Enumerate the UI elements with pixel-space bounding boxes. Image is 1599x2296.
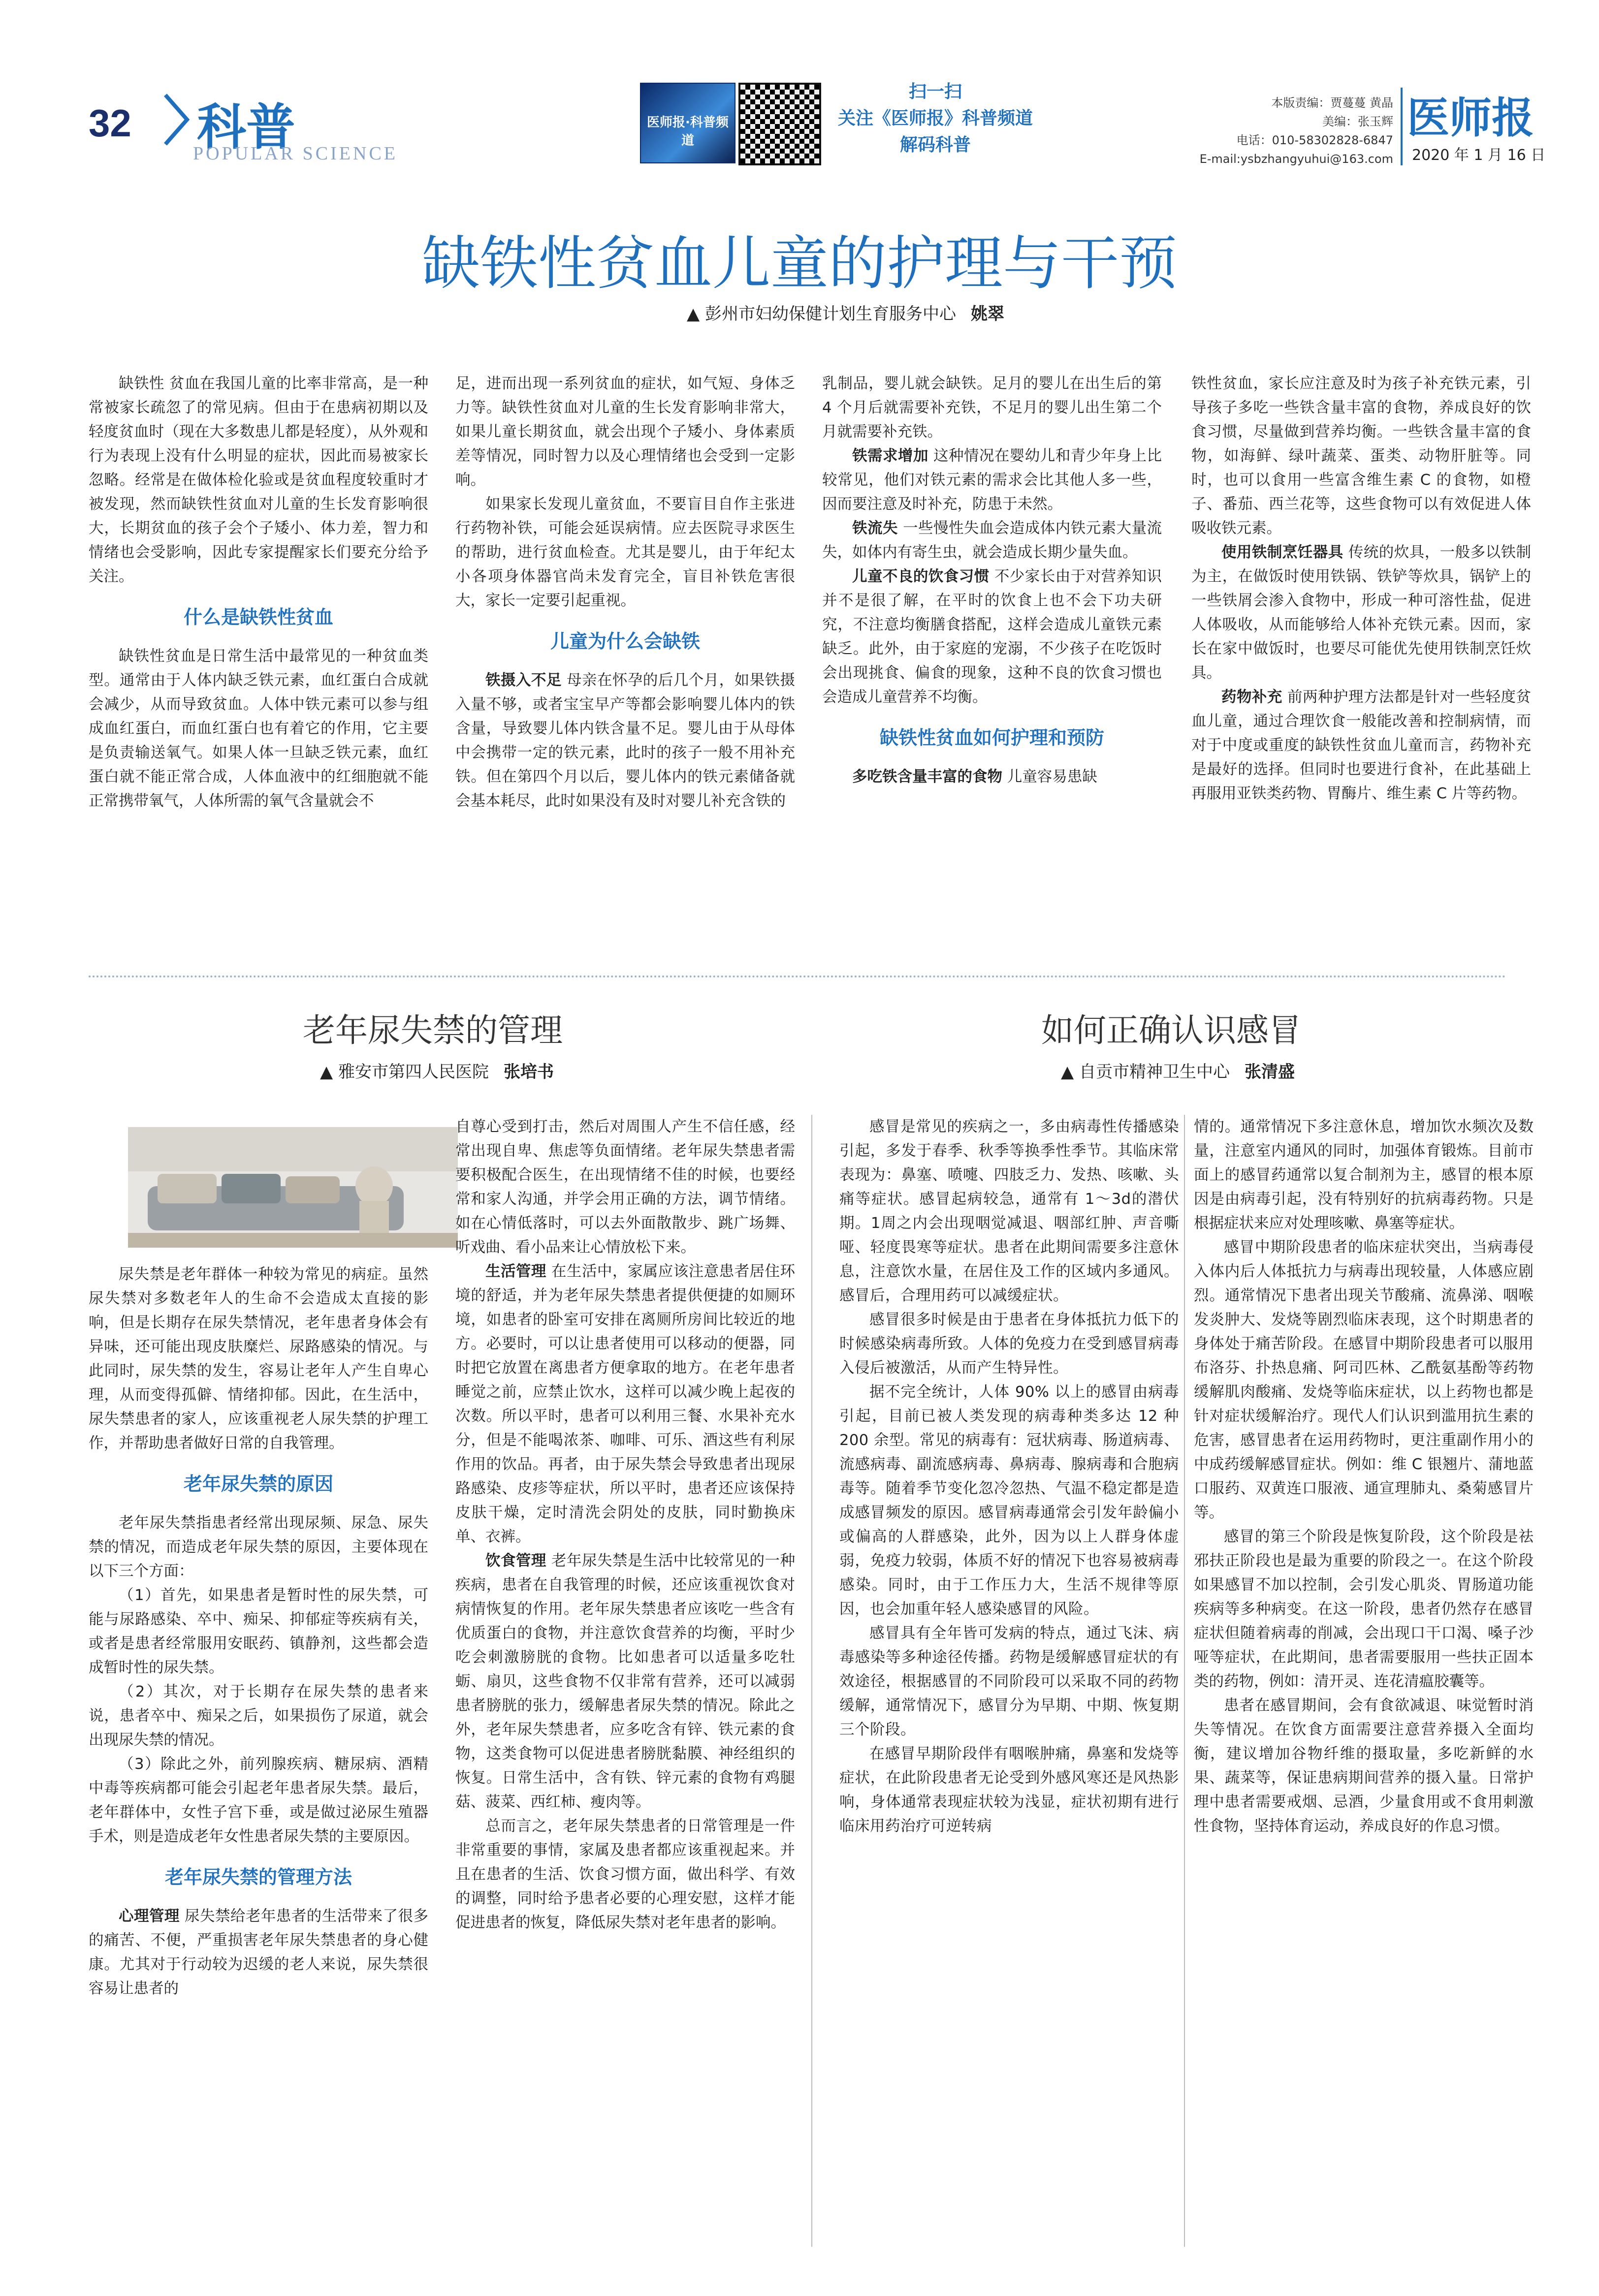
qr-code-icon[interactable] (738, 83, 821, 165)
paragraph (822, 516, 1162, 565)
article3-byline (1061, 1058, 1295, 1082)
lead-term: 生活管理 (485, 1263, 546, 1280)
article1-column-4 (1191, 372, 1531, 806)
article2-title: 老年尿失禁的管理 (303, 1011, 563, 1049)
article2-column-2 (455, 1115, 795, 1935)
phone-line: 电话：010-58302828-6847 (1236, 133, 1393, 147)
paragraph (455, 1549, 795, 1814)
paragraph: 总而言之，老年尿失禁患者的日常管理是一件非常重要的事情，家属及患者都应该重视起来。并且在患者的生活、饮食习惯方面，做出科学、有效的调整，同时给予患者必要的心理安慰，这样才能促进患者的恢复，降低尿失禁对老年患者的影响。 (455, 1818, 795, 1931)
section-subtitle: POPULAR SCIENCE (193, 143, 398, 164)
paragraph: 自尊心受到打击，然后对周围人产生不信任感，经常出现自卑、焦虑等负面情绪。老年尿失禁患者需要积极配合医生，在出现情绪不佳的时候，也要经常和家人沟通，并学会用正确的方法，调节情绪。如在心情低落时，可以去外面散散步、跳广场舞、听戏曲、看小品来让心情放松下来。 (455, 1118, 795, 1256)
subheading: 儿童为什么会缺铁 (550, 630, 700, 652)
paragraph: 老年尿失禁指患者经常出现尿频、尿急、尿失禁的情况，而造成老年尿失禁的原因，主要体现在以下三个方面： (89, 1514, 428, 1580)
designer-line: 美编：张玉辉 (1322, 115, 1393, 128)
lead-term: 使用铁制烹饪器具 (1221, 544, 1343, 561)
paragraph: 在感冒早期阶段伴有咽喉肿痛，鼻塞和发烧等症状，在此阶段患者无论受到外感风寒还是风热影响，身体通常表现症状较为浅显，症状初期有进行临床用药治疗可逆转病 (839, 1745, 1179, 1835)
paragraph: 感冒具有全年皆可发病的特点，通过飞沫、病毒感染等多种途径传播。药物是缓解感冒症状的有效途径，根据感冒的不同阶段可以采取不同的药物缓解，通常情况下，感冒分为早期、中期、恢复期三个阶段。 (839, 1625, 1179, 1738)
poster-caption: 医师报·科普频道 (647, 115, 729, 148)
lead-term: 儿童不良的饮食习惯 (852, 568, 990, 585)
paragraph-body: 儿童容易患缺 (1002, 768, 1097, 786)
column-rule (1184, 1115, 1185, 2247)
paragraph-body: 前两种护理方法都是针对一些轻度贫血儿童，通过合理饮食一般能改善和控制病情，而对于中度或重度的缺铁性贫血儿童而言，药物补充是最好的选择。但同时也要进行食补，在此基础上再服用亚铁类药物、胃酶片、维生素 C 片等药物。 (1191, 689, 1531, 802)
paragraph-body: 传统的炊具，一般多以铁制为主，在做饭时使用铁锅、铁铲等炊具，锅铲上的一些铁屑会渗入食物中，形成一种可溶性盐，促进人体吸收，从而能够给人体补充铁元素。因而，家长在家中做饭时，也要尽可能优先使用铁制烹饪炊具。 (1191, 544, 1531, 682)
issue-date: 2020 年 1 月 16 日 (1412, 147, 1546, 164)
paragraph: 乳制品，婴儿就会缺铁。足月的婴儿在出生后的第 4 个月后就需要补充铁，不足月的婴儿出生第二个月就需要补充铁。 (822, 375, 1162, 440)
article1-column-3 (822, 372, 1162, 789)
paragraph: （3）除此之外，前列腺疾病、糖尿病、酒精中毒等疾病都可能会引起老年患者尿失禁。最后，老年群体中，女性子宫下垂，或是做过泌尿生殖器手术，则是造成老年女性患者尿失禁的主要原因。 (89, 1756, 428, 1845)
lead-term: 多吃铁含量丰富的食物 (852, 768, 1002, 786)
paragraph: 情的。通常情况下多注意休息，增加饮水频次及数量，注意室内通风的同时，加强体育锻炼。目前市面上的感冒药通常以复合制剂为主，感冒的根本原因是由病毒引起，没有特别好的抗病毒药物。只是根据症状来应对处理咳嗽、鼻塞等症状。 (1194, 1118, 1534, 1232)
article1-column-1 (89, 372, 428, 813)
paragraph: 缺铁性 贫血在我国儿童的比率非常高，是一种常被家长疏忽了的常见病。但由于在患病初期以及轻度贫血时（现在大多数患儿都是轻度），从外观和行为表现上没有什么明显的症状，因此而易被家长忽略。经常是在做体检化验或是贫血程度较重时才被发现，然而缺铁性贫血对儿童的生长发育影响很大，长期贫血的孩子会个子矮小、体力差，智力和情绪也会受影响，因此专家提醒家长们要充分给予关注。 (89, 375, 428, 585)
paragraph-body: 老年尿失禁是生活中比较常见的一种疾病，患者在自我管理的时候，还应该重视饮食对病情恢复的作用。老年尿失禁患者应该吃一些含有优质蛋白的食物，并注意饮食营养的均衡，平时少吃会刺激膀胱的食物。比如患者可以适量多吃牡蛎、扇贝，这些食物不仅非常有营养，还可以减弱患者膀胱的张力，缓解患者尿失禁的情况。除此之外，老年尿失禁患者，应多吃含有锌、铁元素的食物，这类食物可以促进患者膀胱黏膜、神经组织的恢复。日常生活中，含有铁、锌元素的食物有鸡腿菇、菠菜、西红柿、瘦肉等。 (455, 1552, 795, 1811)
newspaper-logo: 医师报 (1407, 93, 1534, 143)
byline-org: ▲ 雅安市第四人民医院 (320, 1062, 489, 1082)
paragraph-body: 这种情况在婴幼儿和青少年身上比较常见，他们对铁元素的需求会比其他人多一些，因而要注意及时补充，防患于未然。 (822, 447, 1162, 513)
article2-byline (320, 1058, 554, 1082)
subheading: 什么是缺铁性贫血 (183, 606, 333, 628)
paragraph (89, 1904, 428, 2001)
paragraph (822, 444, 1162, 516)
paragraph-body: 母亲在怀孕的后几个月，如果铁摄入量不够，或者宝宝早产等都会影响婴儿体内的铁含量，导致婴儿体内铁含量不足。婴儿由于从母体中会携带一定的铁元素，此时的孩子一般不用补充铁。但在第四个月以后，婴儿体内的铁元素储备就会基本耗尽，此时如果没有及时对婴儿补充含铁的 (455, 672, 795, 810)
byline-author: 姚翠 (970, 304, 1004, 324)
paragraph (1191, 685, 1531, 806)
column-rule (811, 1115, 812, 2247)
editor-credits (1182, 94, 1393, 168)
article3-title: 如何正确认识感冒 (1041, 1011, 1301, 1049)
qr-line-2: 关注《医师报》科普频道 (837, 108, 1033, 128)
section-divider (89, 975, 1506, 977)
article1-byline (687, 300, 1004, 324)
photo-illustration (128, 1127, 458, 1248)
paragraph-body: 不少家长由于对营养知识并不是很了解，在平时的饮食上也不会下功夫研究，不注意均衡膳食搭配，这样会造成儿童铁元素缺乏。此外，由于家庭的宠溺，不少孩子在吃饭时会出现挑食、偏食的现象，这种不良的饮食习惯也会造成儿童营养不均衡。 (822, 568, 1162, 706)
paragraph (1191, 540, 1531, 685)
byline-author: 张清盛 (1244, 1062, 1295, 1082)
paragraph: 感冒中期阶段患者的临床症状突出，当病毒侵入体内后人体抵抗力与病毒出现较量，人体感应剧烈。通常情况下患者出现关节酸痛、流鼻涕、咽喉发炎肿大、发烧等剧烈临床表现，这个时期患者的身体处于痛苦阶段。在感冒中期阶段患者可以服用布洛芬、扑热息痛、阿司匹林、乙酰氨基酚等药物缓解肌肉酸痛、发烧等临床症状，以上药物也都是针对症状缓解治疗。现代人们认识到滥用抗生素的危害，感冒患者在运用药物时，更注重副作用小的中成药缓解感冒症状。例如：维 C 银翘片、蒲地蓝口服药、双黄连口服液、通宣理肺丸、桑菊感冒片等。 (1194, 1239, 1534, 1521)
lead-term: 药物补充 (1221, 689, 1282, 706)
qr-line-1: 扫一扫 (908, 82, 962, 102)
paragraph: （2）其次，对于长期存在尿失禁的患者来说，患者卒中、痴呆之后，如果损伤了尿道，就会出现尿失禁的情况。 (89, 1683, 428, 1749)
editor-line: 本版责编：贾蔓蔓 黄晶 (1271, 96, 1393, 110)
paragraph: （1）首先，如果患者是暂时性的尿失禁，可能与尿路感染、卒中、痴呆、抑郁症等疾病有关，或者是患者经常服用安眠药、镇静剂，这些都会造成暂时性的尿失禁。 (89, 1587, 428, 1676)
qr-line-3: 解码科普 (899, 135, 971, 155)
paragraph: 感冒的第三个阶段是恢复阶段，这个阶段是祛邪扶正阶段也是最为重要的阶段之一。在这个阶段如果感冒不加以控制，会引发心肌炎、胃肠道功能疾病等多种病变。在这一阶段，患者仍然存在感冒症状但随着病毒的削减，会出现口干口渴、嗓子沙哑等症状，在此期间，患者需要服用一些扶正固本类的药物，例如：清开灵、连花清瘟胶囊等。 (1194, 1528, 1534, 1690)
lead-term: 饮食管理 (485, 1552, 546, 1570)
page-number: 32 (89, 101, 131, 145)
byline-org: ▲ 自贡市精神卫生中心 (1061, 1062, 1230, 1082)
lead-term: 铁流失 (852, 520, 898, 537)
subheading: 缺铁性贫血如何护理和预防 (879, 727, 1104, 749)
channel-poster-image (640, 83, 736, 163)
paragraph (822, 565, 1162, 709)
paragraph: 感冒是常见的疾病之一，多由病毒性传播感染引起，多发于春季、秋季等换季性季节。其临床常表现为：鼻塞、喷嚏、四肢乏力、发热、咳嗽、头痛等症状。感冒起病较急，通常有 1～3d的潜伏期。1周之内会出现咽觉减退、咽部红肿、声音嘶哑、轻度畏寒等症状。患者在此期间需要多注意休息，注意饮水量，在居住及工作的区域内多通风。感冒后，合理用药可以减缓症状。 (839, 1118, 1179, 1304)
paragraph: 铁性贫血，家长应注意及时为孩子补充铁元素，引导孩子多吃一些铁含量丰富的食物，养成良好的饮食习惯，尽量做到营养均衡。一些铁含量丰富的食物，如海鲜、绿叶蔬菜、蛋类、动物肝脏等。同时，也可以食用一些富含维生素 C 的食物，如橙子、番茄、西兰花等，这些食物可以有效促进人体吸收铁元素。 (1191, 375, 1531, 537)
paragraph-body: 尿失禁给老年患者的生活带来了很多的痛苦、不便，严重损害老年尿失禁患者的身心健康。尤其对于行动较为迟缓的老人来说，尿失禁很容易让患者的 (89, 1908, 428, 1997)
elderly-sofa-photo (128, 1127, 458, 1248)
article2-column-1 (89, 1262, 428, 2001)
lead-term: 铁摄入不足 (485, 672, 562, 689)
byline-org: ▲ 彭州市妇幼保健计划生育服务中心 (687, 304, 956, 324)
byline-author: 张培书 (503, 1062, 554, 1082)
paragraph (822, 765, 1162, 789)
header-divider (1401, 88, 1403, 165)
paragraph: 感冒很多时候是由于患者在身体抵抗力低下的时候感染病毒所致。人体的免疫力在受到感冒病毒入侵后被激活，从而产生特异性。 (839, 1311, 1179, 1377)
paragraph (455, 1259, 795, 1549)
chevron-right-icon (161, 93, 191, 147)
paragraph: 缺铁性贫血是日常生活中最常见的一种贫血类型。通常由于人体内缺乏铁元素，血红蛋白合成就会减少，从而导致贫血。人体中铁元素可以参与组成血红蛋白，而血红蛋白也有着它的作用，它主要是负责输送氧气。如果人体一旦缺乏铁元素，血红蛋白就不能正常合成，人体血液中的红细胞就不能正常携带氧气，人体所需的氧气含量就会不 (89, 648, 428, 810)
paragraph-body: 在生活中，家属应该注意患者居住环境的舒适，并为老年尿失禁患者提供便捷的如厕环境，如患者的卧室可安排在离厕所房间比较近的地方。必要时，可以让患者使用可以移动的便器，同时把它放置在离患者方便拿取的地方。在老年患者睡觉之前，应禁止饮水，这样可以减少晚上起夜的次数。所以平时，患者可以利用三餐、水果补充水分，但是不能喝浓茶、咖啡、可乐、酒这些有利尿作用的饮品。再者，由于尿失禁会导致患者出现尿路感染、皮疹等症状，所以平时，患者还应该保持皮肤干燥，定时清洗会阴处的皮肤，同时勤换床单、衣裤。 (455, 1263, 795, 1545)
subheading: 老年尿失禁的原因 (183, 1473, 333, 1495)
article1-column-2 (455, 372, 795, 813)
subheading: 老年尿失禁的管理方法 (164, 1866, 352, 1888)
article3-column-1 (839, 1115, 1179, 1838)
email-line: E-mail:ysbzhangyuhui@163.com (1199, 152, 1393, 166)
qr-promo (817, 79, 1054, 158)
paragraph: 据不完全统计，人体 90% 以上的感冒由病毒引起，目前已被人类发现的病毒种类多达 12 种 200 余型。常见的病毒有：冠状病毒、肠道病毒、流感病毒、副流感病毒、鼻病毒、腺病毒和合胞病毒等。随着季节变化忽冷忽热、气温不稳定都是造成感冒频发的原因。感冒病毒通常会引发年龄偏小或偏高的人群感染，此外，因为以上人群身体虚弱，免疫力较弱，体质不好的情况下也容易被病毒感染。同时，由于工作压力大，生活不规律等原因，也会加重年轻人感染感冒的风险。 (839, 1384, 1179, 1618)
lead-term: 铁需求增加 (852, 447, 928, 465)
paragraph: 如果家长发现儿童贫血，不要盲目自作主张进行药物补铁，可能会延误病情。应去医院寻求医生的帮助，进行贫血检查。尤其是婴儿，由于年纪太小各项身体器官尚未发育完全，盲目补铁危害很大，家长一定要引起重视。 (455, 496, 795, 609)
article3-column-2 (1194, 1115, 1534, 1838)
paragraph (455, 668, 795, 813)
section-title: 科普 (197, 98, 295, 156)
article1-title: 缺铁性贫血儿童的护理与干预 (421, 229, 1177, 297)
paragraph: 足，进而出现一系列贫血的症状，如气短、身体乏力等。缺铁性贫血对儿童的生长发育影响非常大，如果儿童长期贫血，就会出现个子矮小、身体素质差等情况，同时智力以及心理情绪也会受到一定影响。 (455, 375, 795, 489)
lead-term: 心理管理 (119, 1908, 180, 1925)
paragraph: 尿失禁是老年群体一种较为常见的病症。虽然尿失禁对多数老年人的生命不会造成太直接的影响，但是长期存在尿失禁情况，老年患者身体会有异味，还可能出现皮肤糜烂、尿路感染的情况。与此同时，尿失禁的发生，容易让老年人产生自卑心理，从而变得孤僻、情绪抑郁。因此，在生活中，尿失禁患者的家人，应该重视老人尿失禁的护理工作，并帮助患者做好日常的自我管理。 (89, 1266, 428, 1452)
paragraph-body: 一些慢性失血会造成体内铁元素大量流失，如体内有寄生虫，就会造成长期少量失血。 (822, 520, 1162, 561)
paragraph: 患者在感冒期间，会有食欲减退、味觉暂时消失等情况。在饮食方面需要注意营养摄入全面均衡，建议增加谷物纤维的摄取量，多吃新鲜的水果、蔬菜等，保证患病期间营养的摄入量。日常护理中患者需要戒烟、忌酒，少量食用或不食用刺激性食物，坚持体育运动，养成良好的作息习惯。 (1194, 1697, 1534, 1835)
